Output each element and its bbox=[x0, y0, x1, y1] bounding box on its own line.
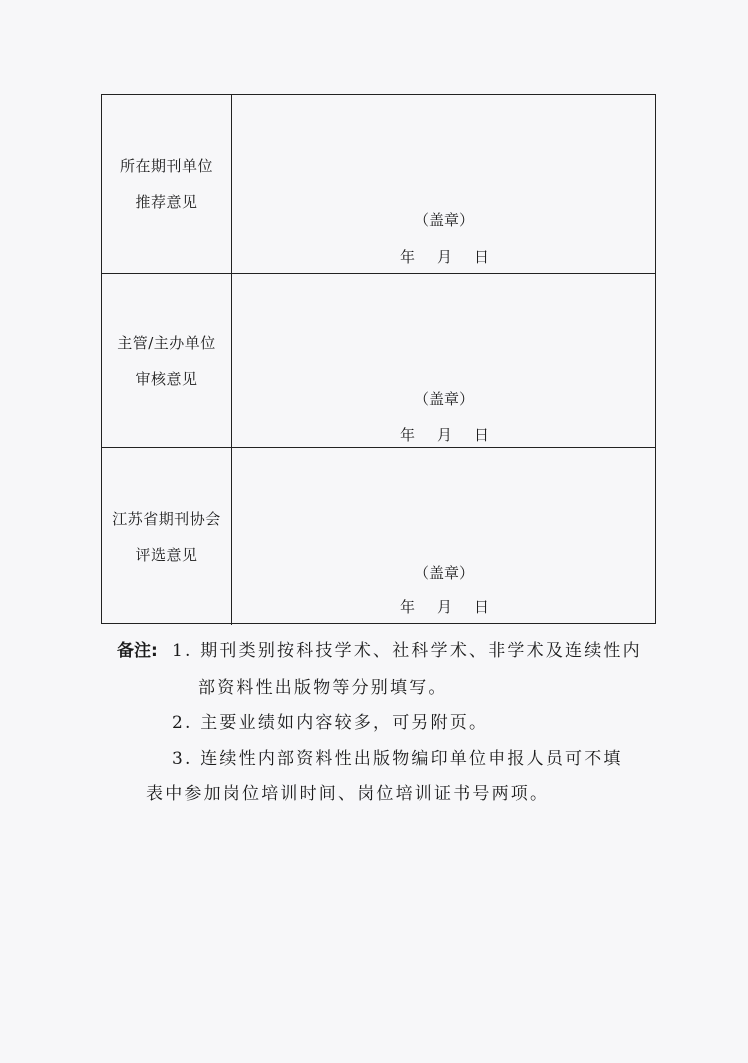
row-label-cell bbox=[102, 274, 232, 447]
note-item-2: 2. 主要业绩如内容较多，可另附页。 bbox=[172, 713, 489, 733]
opinion-table bbox=[101, 94, 656, 624]
row-label-line2: 推荐意见 bbox=[135, 193, 198, 211]
row-label-cell bbox=[102, 448, 232, 625]
row-label-line1: 所在期刊单位 bbox=[119, 157, 213, 175]
seal-label: （盖章） bbox=[414, 564, 475, 582]
note-item-1-line2: 部资料性出版物等分别填写。 bbox=[198, 678, 448, 698]
note-item-1-line1: 1. 期刊类别按科技学术、社科学术、非学术及连续性内 bbox=[172, 641, 642, 661]
table-row-supervisor-review bbox=[102, 274, 655, 448]
table-row-association-selection bbox=[102, 448, 655, 625]
opinion-field[interactable] bbox=[232, 95, 655, 273]
date-line bbox=[400, 424, 489, 445]
row-label-line2: 评选意见 bbox=[135, 545, 198, 564]
month-label: 月 bbox=[437, 248, 453, 266]
date-line bbox=[400, 246, 489, 267]
opinion-field[interactable] bbox=[232, 448, 655, 625]
notes-heading: 备注: bbox=[117, 641, 158, 661]
row-label-cell bbox=[102, 95, 232, 273]
opinion-field[interactable] bbox=[232, 274, 655, 447]
day-label: 日 bbox=[474, 426, 490, 444]
month-label: 月 bbox=[437, 598, 453, 616]
row-label-line1: 主管/主办单位 bbox=[117, 333, 216, 352]
seal-label: （盖章） bbox=[414, 390, 475, 408]
seal-label: （盖章） bbox=[414, 211, 475, 229]
year-label: 年 bbox=[400, 248, 416, 266]
note-item-3-line1: 3. 连续性内部资料性出版物编印单位申报人员可不填 bbox=[172, 749, 623, 769]
date-line bbox=[400, 596, 489, 617]
year-label: 年 bbox=[400, 426, 416, 444]
row-label-line1: 江苏省期刊协会 bbox=[112, 509, 221, 528]
year-label: 年 bbox=[400, 598, 416, 616]
note-item-3-line2: 表中参加岗位培训时间、岗位培训证书号两项。 bbox=[146, 784, 550, 804]
day-label: 日 bbox=[474, 248, 490, 266]
month-label: 月 bbox=[437, 426, 453, 444]
day-label: 日 bbox=[474, 598, 490, 616]
table-row-journal-recommendation bbox=[102, 95, 655, 274]
row-label-line2: 审核意见 bbox=[135, 369, 198, 388]
